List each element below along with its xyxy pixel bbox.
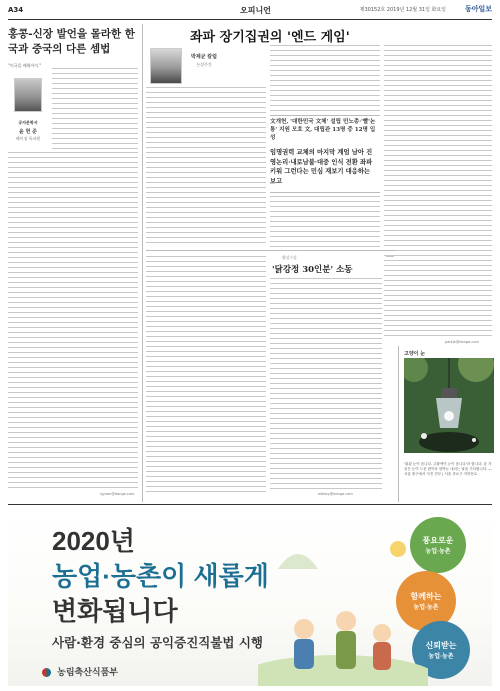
photo-feature-image — [404, 358, 494, 453]
issue-date: 제30152호 2019년 12월 31일 화요일 — [359, 7, 446, 13]
ad-bubble-abundant: 풍요로운 농업·농촌 — [410, 517, 466, 573]
ad-bubble-together: 함께하는 농업·농촌 — [396, 571, 456, 631]
pull-quote-1: 文개헌, '대한민국 文체' 설립 민노총·'빨'논통' 지원 모호 文, 대립관 13명 중 12명 입성 — [270, 119, 376, 141]
ad-headline-year: 2020년 — [52, 526, 135, 556]
ministry-emblem-icon — [42, 668, 51, 677]
subcolumn-title: '닭강정 30인분' 소동 — [272, 265, 353, 275]
main-author-role: 논설주간 — [196, 62, 212, 67]
pull-quote-rule-top — [270, 115, 380, 116]
column1-author-role: 베이징 특파원 — [15, 136, 41, 141]
section-divider — [146, 250, 396, 251]
column1-email: sjyoon@donga.com — [100, 492, 135, 496]
ad-headline-change: 변화됩니다 — [52, 596, 178, 626]
main-email: parkjk@donga.com — [445, 340, 479, 344]
photo-caption: '펑펑 눈이 옵니다. 주황색이 눈이 옵니다'라 합니다. 올 겨울은 눈이 드문 편이라 함박눈 내리는 날을 기다립니다. — 서울 중구에서 사진 전모 | 서울 종로구 자하문로 — [404, 462, 492, 476]
page-number: A34 — [8, 6, 24, 14]
photo-feature-label: 고양이 눈 — [404, 351, 426, 357]
page-header — [8, 3, 492, 18]
ad-farm-illustration — [258, 509, 428, 686]
snow-photo-illustration — [404, 358, 494, 453]
subcolumn-body-left — [146, 256, 266, 496]
ad-bubble-trusted: 신뢰받는 농업·농촌 — [412, 621, 470, 679]
main-body-column-d — [270, 196, 380, 248]
column1-body-text-lower — [8, 152, 138, 489]
main-author-name: 박제균 칼럼 — [191, 54, 217, 60]
ministry-name: 농림축산식품부 — [57, 668, 118, 678]
column1-quote: "미국을 배워야지." — [8, 63, 42, 68]
pull-quote-2: 임명권력 교체의 마지막 계엄 남아 진영논리·내로남불·대중 인식 전환 좌파 키워 그런다는 민심 재보기 대응하는 보고 — [270, 149, 373, 185]
column1-author-photo — [14, 78, 42, 112]
main-body-column-a — [146, 87, 266, 247]
section-name: 오피니언 — [240, 6, 271, 15]
column1-body-text — [52, 68, 138, 150]
header-divider — [8, 19, 492, 20]
column1-author-label: 공자문학서 — [18, 120, 38, 125]
newspaper-logo: 동아일보 — [464, 5, 492, 13]
ad-divider — [8, 504, 492, 505]
ad-headline-main: 농업·농촌이 새롭게 — [52, 561, 269, 591]
column-divider — [142, 24, 143, 502]
subcolumn-email: oldboy@donga.com — [318, 492, 353, 496]
main-body-column-b — [270, 45, 380, 115]
subcolumn-body-mid — [270, 278, 382, 490]
main-author-photo — [150, 48, 182, 84]
pull-quote-rule-bottom — [270, 192, 380, 193]
advertisement-banner[interactable] — [8, 509, 492, 686]
main-body-column-c — [384, 45, 492, 340]
ministry-logo — [42, 665, 118, 678]
main-article-title: 좌파 장기집권의 '엔드 게임' — [190, 30, 350, 45]
subcolumn-name: 횡설수설 — [282, 255, 297, 260]
subcolumn-body-right — [386, 256, 394, 260]
column1-title: 홍콩-신장 발언을 몰라한 한국과 중국의 다른 셈법 — [8, 28, 135, 55]
column1-author-name: 윤 헌 준 — [19, 129, 37, 135]
ad-subheadline: 사람·환경 중심의 공익증진직불법 시행 — [52, 635, 264, 650]
cartoon-divider — [398, 346, 399, 502]
